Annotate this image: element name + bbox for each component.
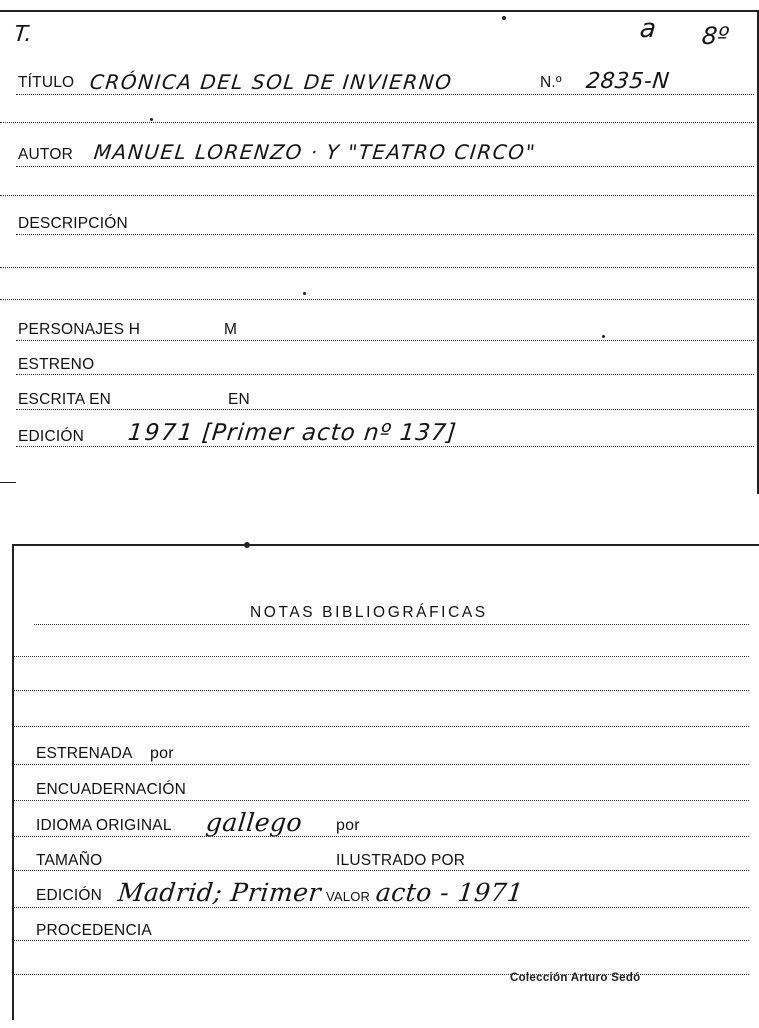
numero-value: 2835-N: [584, 69, 671, 94]
titulo-label: TÍTULO: [18, 74, 75, 91]
speck: [502, 16, 506, 20]
autor-rule: [16, 166, 754, 167]
ilustrado-label: ILUSTRADO POR: [336, 852, 466, 869]
valor-label: VALOR: [326, 889, 371, 904]
blank-rule: [0, 267, 754, 268]
numero-label: N.º: [540, 74, 562, 91]
personajes-rule: [16, 340, 754, 341]
blank-rule: [14, 726, 749, 727]
blank-rule: [14, 656, 749, 657]
personajes-m-label: M: [224, 321, 238, 338]
edicion-label-back: EDICIÓN: [36, 887, 102, 904]
speck: [602, 335, 605, 338]
estreno-rule: [16, 374, 754, 375]
escrita-en-label: EN: [228, 391, 250, 408]
collection-stamp: Colección Arturo Sedó: [510, 972, 641, 984]
edicion-year: 1971: [126, 420, 196, 446]
blank-rule: [0, 122, 754, 123]
idioma-label: IDIOMA ORIGINAL: [36, 817, 172, 834]
edicion-label: EDICIÓN: [18, 428, 84, 445]
edicion-rule-back: [14, 907, 749, 908]
idioma-por: por: [336, 817, 360, 834]
corner-letter: a: [638, 14, 660, 44]
blank-rule: [0, 195, 754, 196]
idioma-value: gallego: [204, 808, 304, 837]
speck: [244, 542, 250, 548]
valor-value: acto - 1971: [374, 878, 525, 907]
escrita-label: ESCRITA EN: [18, 391, 112, 408]
estreno-label: ESTRENO: [18, 356, 95, 373]
corner-format: 8º: [700, 22, 731, 50]
speck: [150, 118, 153, 121]
catalog-card-front: [0, 10, 759, 494]
encuadernacion-rule: [14, 800, 749, 801]
estrenada-label: ESTRENADA: [36, 745, 133, 762]
blank-rule: [0, 299, 754, 300]
descripcion-rule: [16, 234, 754, 235]
encuadernacion-label: ENCUADERNACIÓN: [36, 781, 187, 798]
corner-mark: T.: [12, 22, 34, 47]
titulo-value: CRÓNICA DEL SOL DE INVIERNO: [88, 70, 454, 94]
personajes-label: PERSONAJES H: [18, 321, 141, 338]
autor-value: MANUEL LORENZO · Y "TEATRO CIRCO": [92, 140, 538, 164]
tamano-label: TAMAÑO: [36, 852, 103, 869]
notas-heading: NOTAS BIBLIOGRÁFICAS: [250, 604, 488, 621]
speck: [303, 292, 306, 295]
procedencia-label: PROCEDENCIA: [36, 922, 152, 939]
estrenada-rule: [14, 764, 749, 765]
card-edge-mark: [0, 482, 16, 483]
titulo-rule: [16, 94, 754, 95]
estrenada-por: por: [150, 745, 174, 762]
edicion-value-back: Madrid; Primer: [116, 878, 323, 907]
edicion-note: [Primer acto nº 137]: [200, 420, 459, 446]
procedencia-rule: [14, 940, 749, 941]
notas-rule: [34, 624, 749, 625]
tamano-rule: [14, 870, 749, 871]
blank-rule: [14, 690, 749, 691]
catalog-card-back: [12, 544, 759, 1020]
edicion-rule: [16, 446, 754, 447]
escrita-rule: [16, 409, 754, 410]
idioma-rule: [14, 836, 749, 837]
autor-label: AUTOR: [18, 146, 73, 163]
descripcion-label: DESCRIPCIÓN: [18, 215, 128, 232]
